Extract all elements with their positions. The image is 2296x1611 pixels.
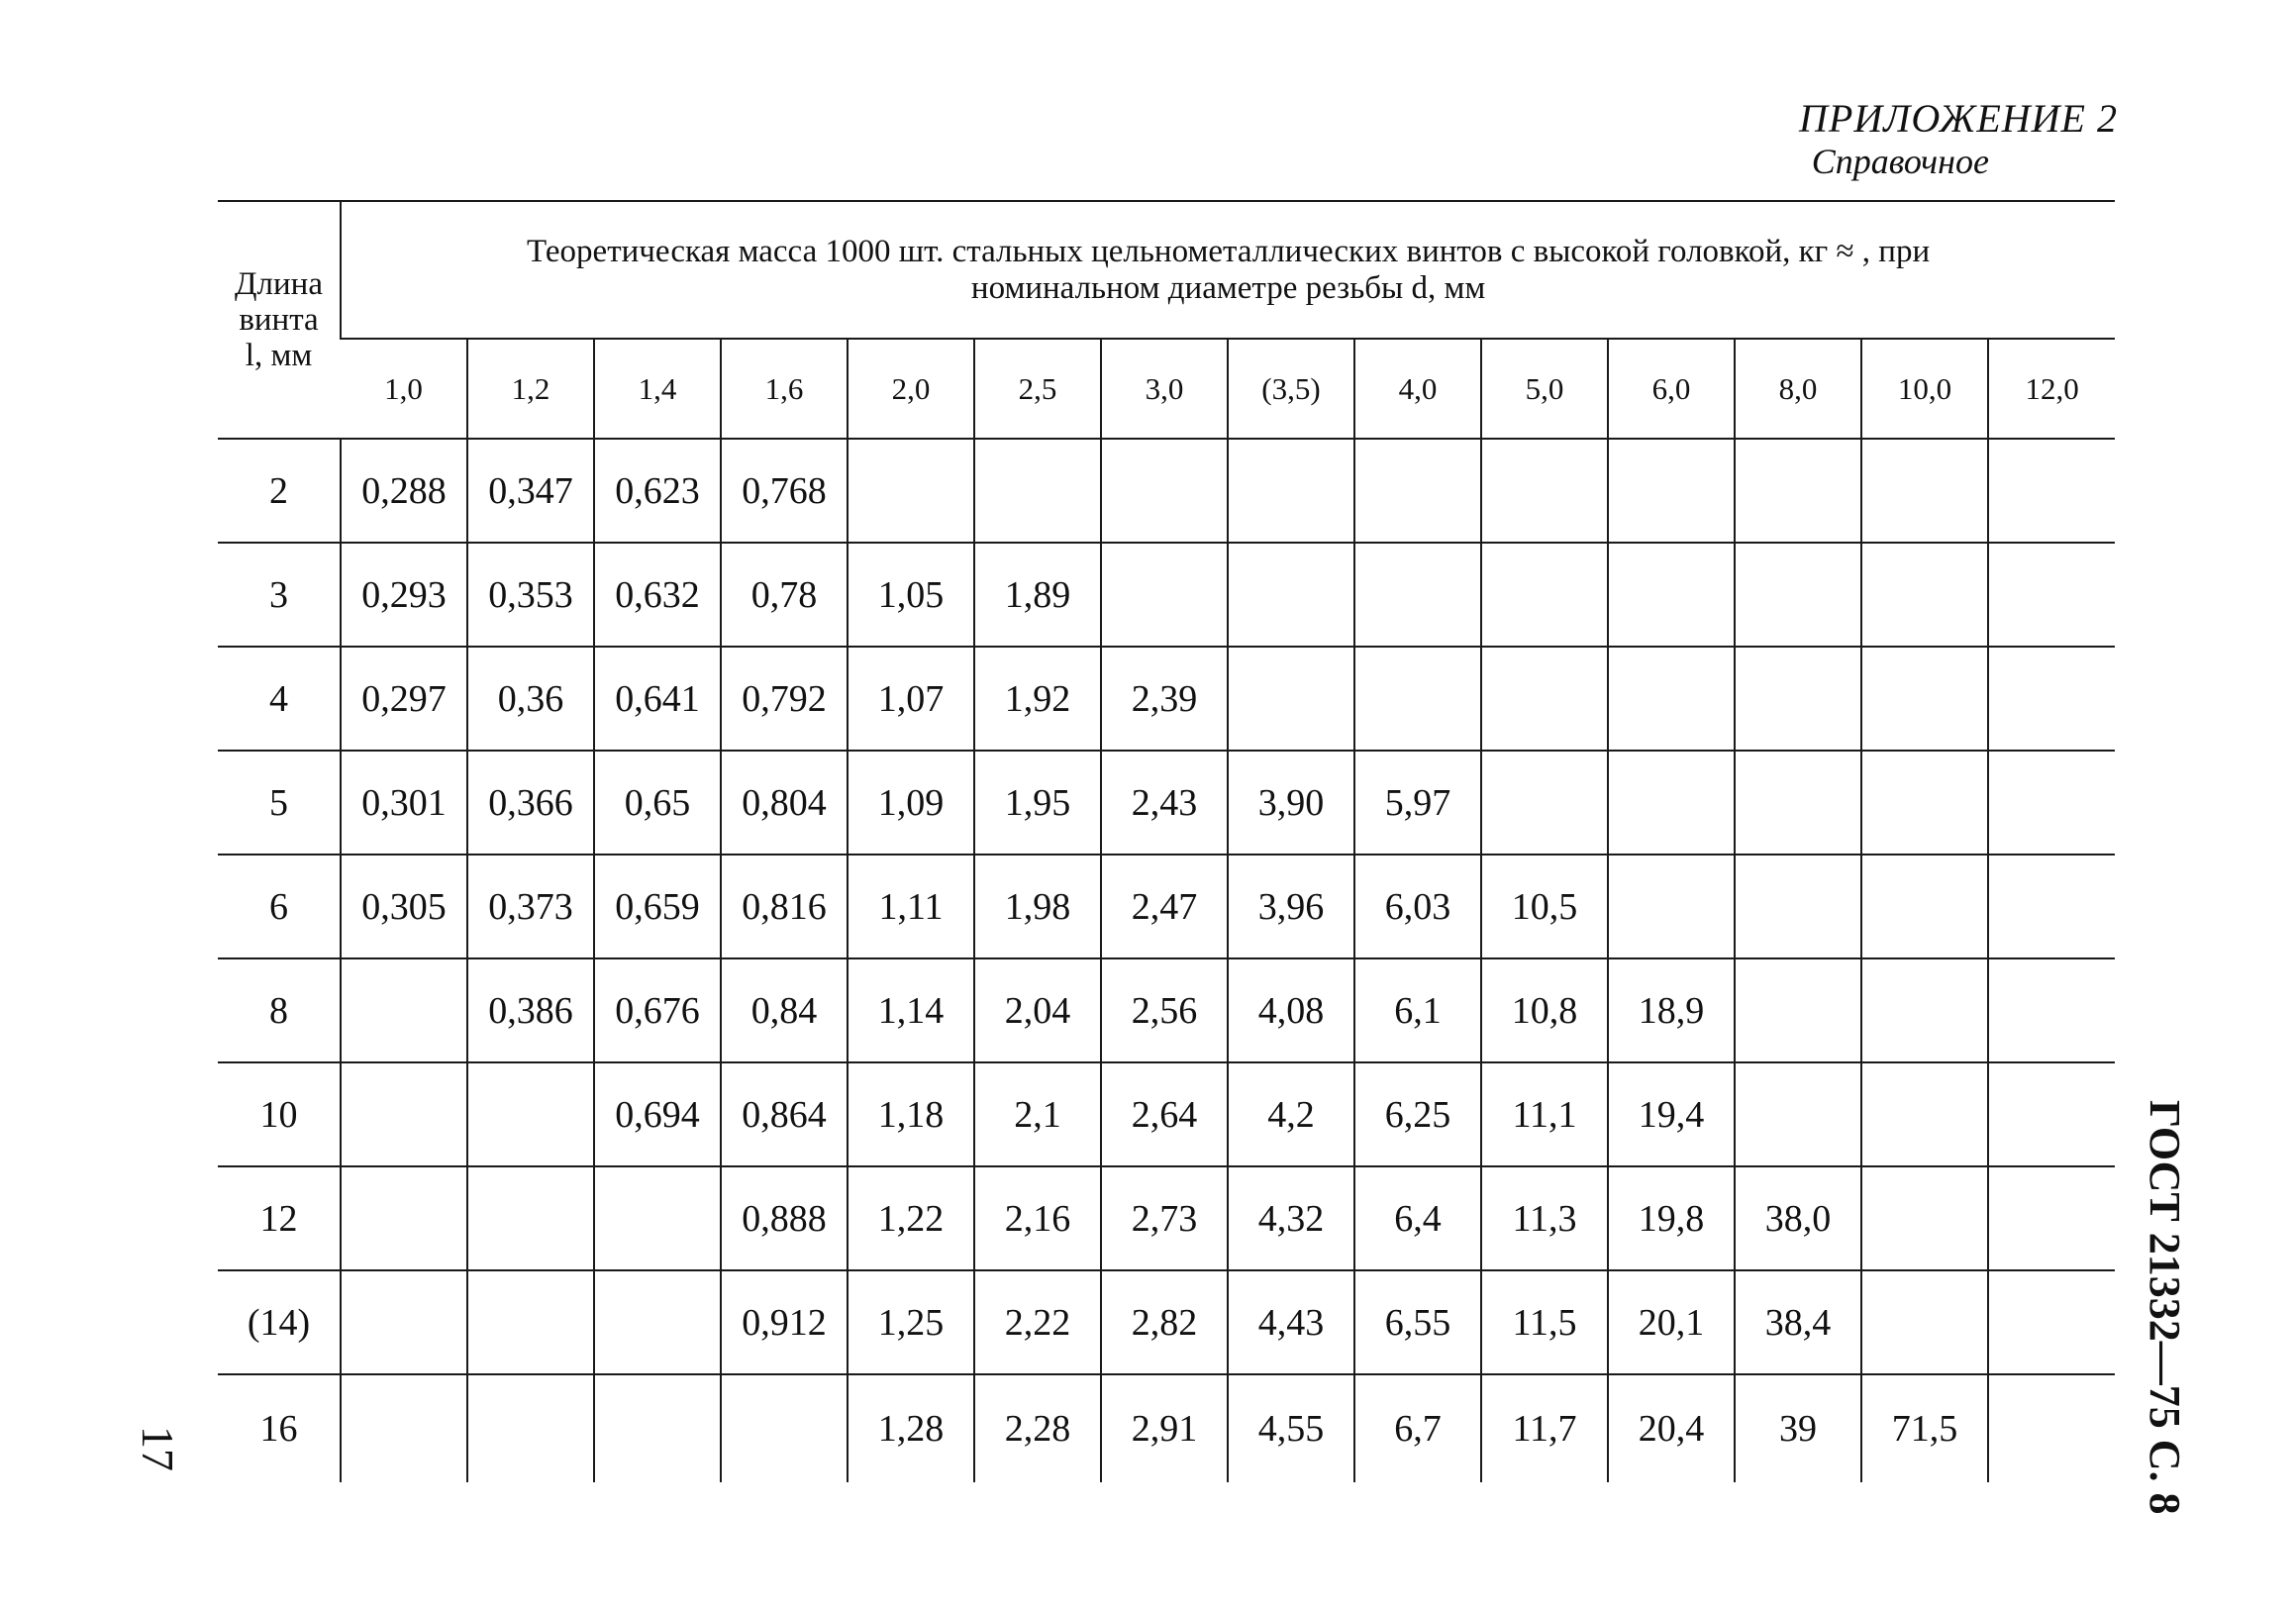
mass-cell: 0,676 [594,958,721,1062]
standard-side-label: ГОСТ 21332—75 С. 8 [2141,1100,2189,1515]
mass-cell [1228,647,1354,751]
mass-cell [1988,751,2115,855]
mass-cell [341,1270,467,1374]
mass-cell: 0,816 [721,855,848,958]
mass-cell: 39 [1735,1374,1861,1482]
mass-cell: 0,792 [721,647,848,751]
length-cell: 5 [218,751,341,855]
mass-cell: 1,07 [848,647,974,751]
mass-cell: 1,28 [848,1374,974,1482]
mass-cell: 0,65 [594,751,721,855]
table-row [218,1062,2115,1166]
page-number: 17 [133,1426,183,1471]
mass-cell [467,1062,594,1166]
mass-cell [341,1166,467,1270]
mass-cell: 2,16 [974,1166,1101,1270]
mass-cell [1608,543,1735,647]
mass-cell [1481,439,1608,543]
mass-cell: 4,43 [1228,1270,1354,1374]
mass-cell: 2,47 [1101,855,1228,958]
mass-cell: 6,4 [1354,1166,1481,1270]
mass-cell: 0,373 [467,855,594,958]
mass-cell: 71,5 [1861,1374,1988,1482]
table-row [218,543,2115,647]
diameter-header-cell: (3,5) [1228,339,1354,439]
mass-cell [1988,855,2115,958]
appendix-subtitle: Справочное [1811,141,1989,181]
mass-cell: 0,347 [467,439,594,543]
mass-cell: 0,804 [721,751,848,855]
mass-cell: 2,39 [1101,647,1228,751]
length-cell: 10 [218,1062,341,1166]
appendix-heading [1799,97,2118,181]
diameter-header-cell: 5,0 [1481,339,1608,439]
table-row [218,855,2115,958]
mass-cell [1861,855,1988,958]
mass-cell [1988,958,2115,1062]
mass-cell: 4,2 [1228,1062,1354,1166]
diameter-header-cell: 3,0 [1101,339,1228,439]
mass-cell: 0,366 [467,751,594,855]
mass-cell: 6,03 [1354,855,1481,958]
mass-cell: 3,96 [1228,855,1354,958]
mass-cell [1481,647,1608,751]
mass-cell: 0,386 [467,958,594,1062]
mass-cell [1861,439,1988,543]
diameter-header-cell: 1,2 [467,339,594,439]
mass-cell: 6,55 [1354,1270,1481,1374]
appendix-title: ПРИЛОЖЕНИЕ 2 [1799,96,2118,141]
mass-cell [1988,543,2115,647]
length-header-line-3: l, мм [245,338,313,374]
mass-cell [1608,647,1735,751]
mass-cell: 0,623 [594,439,721,543]
mass-cell [1735,647,1861,751]
diameter-header-cell: 1,0 [341,339,467,439]
length-cell: 12 [218,1166,341,1270]
mass-cell [341,958,467,1062]
mass-cell: 0,353 [467,543,594,647]
caption-line-2: номинальном диаметре резьбы d, мм [970,269,1486,306]
mass-cell [467,1166,594,1270]
mass-cell [594,1166,721,1270]
mass-cell [1861,958,1988,1062]
mass-cell [1735,751,1861,855]
mass-cell: 2,04 [974,958,1101,1062]
length-cell: 2 [218,439,341,543]
mass-cell: 0,78 [721,543,848,647]
mass-cell [1735,439,1861,543]
mass-cell: 2,91 [1101,1374,1228,1482]
mass-cell [1988,647,2115,751]
mass-cell: 0,912 [721,1270,848,1374]
caption-line-1: Теоретическая масса 1000 шт. стальных цельнометаллических винтов с высокой головкой, кг ≈ , при [527,233,1931,269]
mass-cell: 1,18 [848,1062,974,1166]
mass-cell: 1,89 [974,543,1101,647]
mass-cell: 6,25 [1354,1062,1481,1166]
screw-mass-table [218,200,2115,1482]
mass-cell: 2,1 [974,1062,1101,1166]
diameter-header-cell: 4,0 [1354,339,1481,439]
mass-cell: 0,641 [594,647,721,751]
mass-cell [1861,751,1988,855]
length-header-line-1: Длина [235,265,323,302]
mass-cell: 0,694 [594,1062,721,1166]
mass-cell [1228,439,1354,543]
length-cell: 6 [218,855,341,958]
mass-cell: 0,297 [341,647,467,751]
mass-cell [1608,439,1735,543]
mass-cell: 0,288 [341,439,467,543]
diameter-header-cell: 10,0 [1861,339,1988,439]
mass-cell: 1,98 [974,855,1101,958]
mass-cell [974,439,1101,543]
mass-cell: 4,08 [1228,958,1354,1062]
mass-cell: 0,659 [594,855,721,958]
mass-cell: 6,7 [1354,1374,1481,1482]
mass-cell: 2,28 [974,1374,1101,1482]
mass-cell [1481,543,1608,647]
mass-cell: 0,293 [341,543,467,647]
mass-cell [1861,1166,1988,1270]
mass-cell: 0,864 [721,1062,848,1166]
mass-cell: 10,5 [1481,855,1608,958]
mass-cell: 11,5 [1481,1270,1608,1374]
mass-cell [1354,647,1481,751]
length-cell: 16 [259,1408,298,1450]
mass-cell [1861,647,1988,751]
mass-cell [1861,543,1988,647]
length-cell: (14) [218,1270,341,1374]
mass-cell: 19,8 [1608,1166,1735,1270]
mass-cell: 19,4 [1608,1062,1735,1166]
diameter-header-cell: 2,5 [974,339,1101,439]
mass-cell: 0,84 [721,958,848,1062]
mass-cell: 2,82 [1101,1270,1228,1374]
mass-cell [1481,751,1608,855]
mass-cell: 2,73 [1101,1166,1228,1270]
mass-cell [341,1062,467,1166]
mass-cell: 2,43 [1101,751,1228,855]
mass-cell: 2,22 [974,1270,1101,1374]
mass-cell: 38,0 [1735,1166,1861,1270]
mass-cell [1861,1270,1988,1374]
mass-cell [1988,439,2115,543]
mass-cell [1608,751,1735,855]
mass-cell [1228,543,1354,647]
mass-cell [467,1270,594,1374]
diameter-header-cell: 2,0 [848,339,974,439]
mass-cell: 0,888 [721,1166,848,1270]
diameter-header-cell: 1,4 [594,339,721,439]
mass-cell: 1,14 [848,958,974,1062]
mass-cell [1735,855,1861,958]
mass-cell: 0,768 [721,439,848,543]
mass-cell: 18,9 [1608,958,1735,1062]
mass-cell [594,1374,721,1482]
diameter-header-row [218,339,2115,439]
mass-cell: 0,301 [341,751,467,855]
mass-caption-header [341,201,2115,339]
length-cell: 3 [218,543,341,647]
mass-cell: 6,1 [1354,958,1481,1062]
mass-cell: 1,09 [848,751,974,855]
table-row [218,1374,2115,1482]
mass-cell [1988,1270,2115,1374]
mass-cell: 10,8 [1481,958,1608,1062]
mass-cell: 4,55 [1228,1374,1354,1482]
mass-cell: 11,1 [1481,1062,1608,1166]
mass-cell: 20,1 [1608,1270,1735,1374]
mass-cell: 1,22 [848,1166,974,1270]
mass-cell [721,1374,848,1482]
mass-cell [1988,1374,2115,1482]
diameter-header-cell: 6,0 [1608,339,1735,439]
table-row [218,1166,2115,1270]
length-cell: 4 [218,647,341,751]
mass-cell [848,439,974,543]
mass-cell [1608,855,1735,958]
mass-cell: 0,36 [467,647,594,751]
mass-cell: 4,32 [1228,1166,1354,1270]
mass-cell: 2,64 [1101,1062,1228,1166]
mass-cell [1988,1062,2115,1166]
length-cell: 8 [218,958,341,1062]
mass-cell [1354,543,1481,647]
mass-cell: 38,4 [1735,1270,1861,1374]
length-header-line-2: винта [239,301,319,338]
diameter-header-cell: 8,0 [1735,339,1861,439]
mass-cell: 1,05 [848,543,974,647]
mass-cell: 2,56 [1101,958,1228,1062]
mass-cell: 1,11 [848,855,974,958]
table-row [218,439,2115,543]
mass-cell [1735,1062,1861,1166]
mass-cell: 11,3 [1481,1166,1608,1270]
mass-cell: 0,632 [594,543,721,647]
diameter-header-cell: 1,6 [721,339,848,439]
mass-cell [1988,1166,2115,1270]
length-column-header [218,201,341,439]
mass-cell: 1,92 [974,647,1101,751]
table-row [218,751,2115,855]
diameter-header-cell: 12,0 [1988,339,2115,439]
mass-cell: 5,97 [1354,751,1481,855]
mass-cell [467,1374,594,1482]
mass-cell [1861,1062,1988,1166]
mass-cell: 20,4 [1608,1374,1735,1482]
table-row [218,647,2115,751]
mass-cell: 1,95 [974,751,1101,855]
mass-cell [1101,439,1228,543]
table-row [218,1270,2115,1374]
mass-cell [1735,543,1861,647]
mass-cell [341,1374,467,1482]
mass-cell [1735,958,1861,1062]
table-row [218,958,2115,1062]
table-body [218,439,2115,1482]
mass-cell: 11,7 [1481,1374,1608,1482]
mass-cell: 0,305 [341,855,467,958]
mass-cell [1101,543,1228,647]
mass-cell: 1,25 [848,1270,974,1374]
mass-cell: 3,90 [1228,751,1354,855]
mass-cell [594,1270,721,1374]
mass-cell [1354,439,1481,543]
